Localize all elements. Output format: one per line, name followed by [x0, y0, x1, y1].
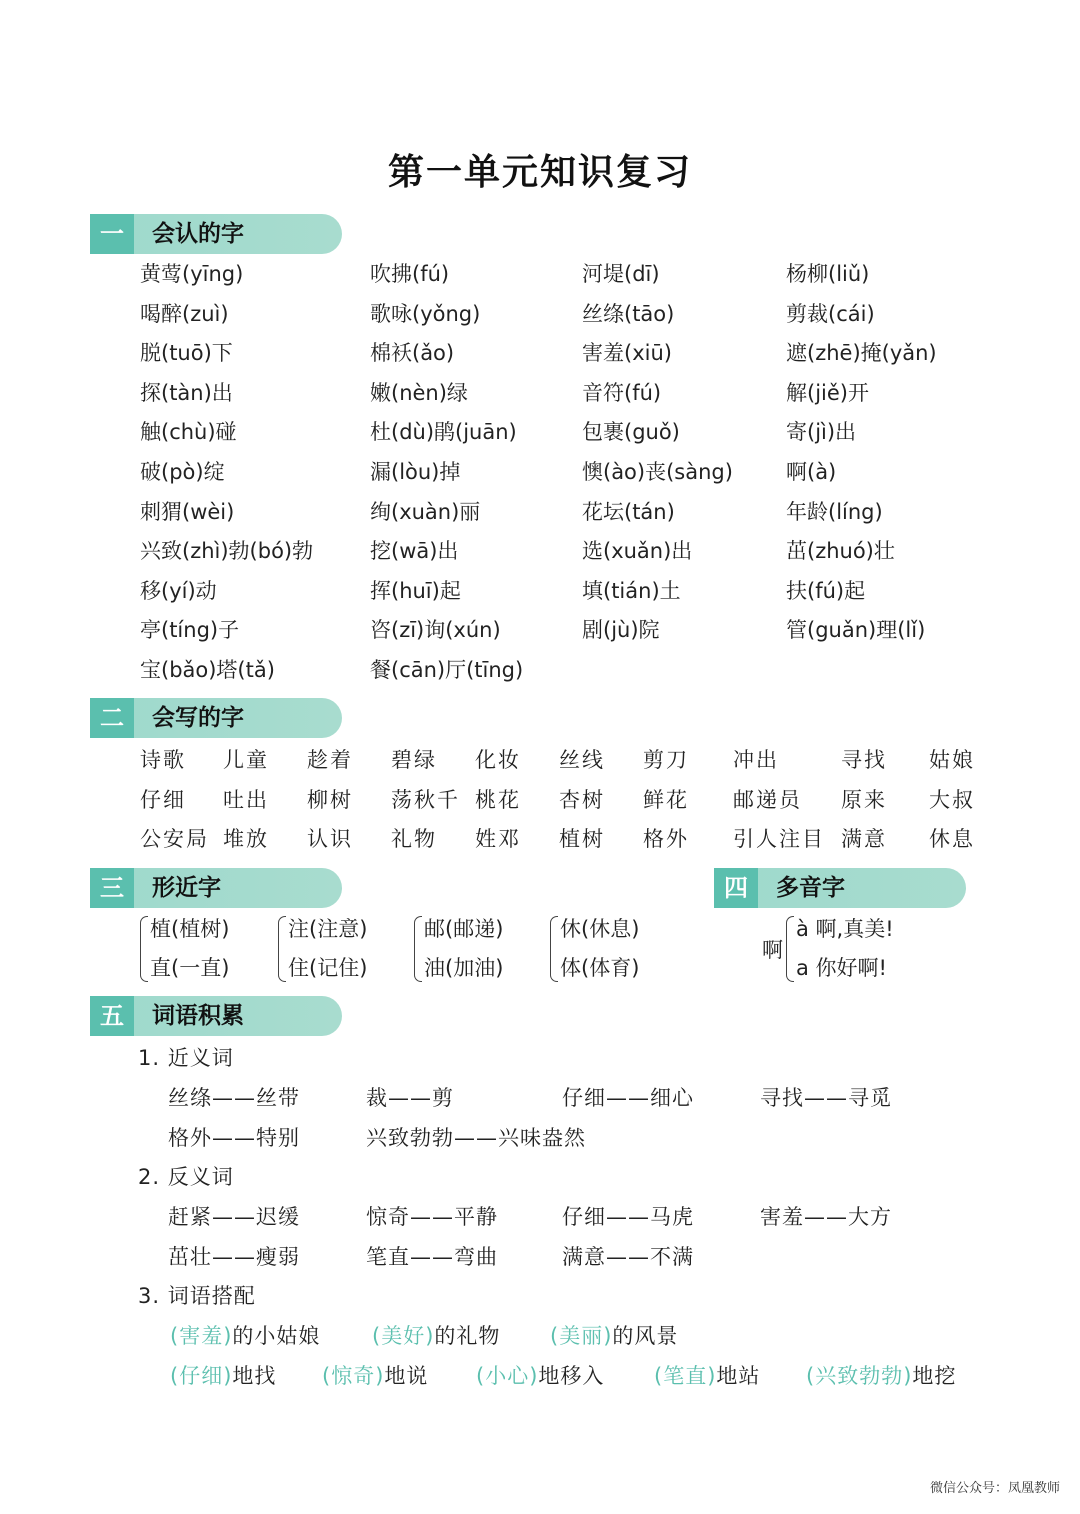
recognize-item: 寄(jì)出	[786, 420, 857, 445]
synonym-item: 寻找——寻觅	[760, 1086, 892, 1110]
write-item: 丝线	[559, 748, 605, 772]
write-item: 大叔	[929, 787, 975, 812]
similar-item: 邮(邮递)	[424, 917, 504, 941]
recognize-item: 剪裁(cái)	[786, 301, 875, 326]
write-item: 杏树	[559, 787, 605, 812]
recognize-item: 音符(fú)	[582, 380, 662, 405]
similar-item: 休(休息)	[560, 917, 640, 941]
section-label: 形近字	[152, 875, 221, 901]
write-item: 荡秋千	[391, 787, 460, 812]
collocation-item: (美好)的礼物	[372, 1324, 501, 1348]
collocation-item: (仔细)地找	[170, 1364, 277, 1388]
recognize-item: 挥(huī)起	[370, 578, 461, 603]
write-item: 礼物	[391, 827, 437, 851]
recognize-item: 害羞(xiū)	[582, 341, 672, 366]
section-label: 会认的字	[152, 221, 244, 247]
footer-credit: 微信公众号：凤凰教师	[929, 1481, 1060, 1496]
section-label: 多音字	[776, 875, 845, 901]
antonym-title: 2. 反义词	[138, 1165, 234, 1189]
section-header-write	[90, 698, 342, 738]
section-number: 五	[90, 996, 134, 1036]
recognize-item: 遮(zhē)掩(yǎn)	[786, 341, 937, 366]
similar-group-4	[550, 910, 639, 988]
recognize-item: 喝醉(zuì)	[140, 301, 229, 326]
antonym-item: 赶紧——迟缓	[168, 1205, 300, 1229]
recognize-item: 选(xuǎn)出	[582, 539, 693, 564]
write-item: 仔细	[140, 787, 186, 812]
recognize-item: 啊(à)	[786, 460, 837, 484]
recognize-item: 扶(fú)起	[786, 578, 866, 603]
write-item: 吐出	[223, 787, 269, 812]
recognize-item: 脱(tuō)下	[140, 341, 233, 366]
recognize-item: 兴致(zhì)勃(bó)勃	[140, 539, 314, 564]
antonym-item: 仔细——马虎	[562, 1205, 694, 1229]
similar-item: 住(记住)	[288, 956, 368, 980]
similar-group-3	[414, 910, 503, 988]
write-item: 植树	[559, 827, 605, 851]
collocation-item: (小心)地移入	[476, 1364, 605, 1388]
recognize-item: 亭(tíng)子	[140, 618, 240, 643]
recognize-item: 河堤(dī)	[582, 262, 660, 286]
write-item: 寻找	[841, 748, 887, 772]
recognize-item: 破(pò)绽	[140, 460, 225, 484]
recognize-item: 丝绦(tāo)	[582, 301, 675, 326]
section-number: 一	[90, 214, 134, 254]
collocation-title: 3. 词语搭配	[138, 1284, 256, 1308]
synonym-item: 裁——剪	[366, 1086, 454, 1110]
similar-item: 注(注意)	[288, 917, 368, 941]
write-item: 休息	[929, 827, 975, 851]
synonym-item: 格外——特别	[168, 1126, 300, 1150]
write-item: 化妆	[475, 748, 521, 772]
recognize-item: 歌咏(yǒng)	[370, 301, 481, 326]
recognize-item: 懊(ào)丧(sàng)	[582, 460, 733, 484]
recognize-item: 吹拂(fú)	[370, 262, 450, 286]
recognize-item: 杨柳(liǔ)	[786, 262, 870, 286]
recognize-item: 移(yí)动	[140, 578, 217, 603]
write-item: 诗歌	[140, 748, 186, 772]
recognize-item: 杜(dù)鹃(juān)	[370, 420, 517, 445]
section-header-similar	[90, 868, 342, 908]
collocation-item: (美丽)的风景	[550, 1324, 679, 1348]
antonym-item: 满意——不满	[562, 1245, 694, 1269]
antonym-item: 惊奇——平静	[366, 1205, 498, 1229]
synonym-item: 仔细——细心	[562, 1086, 694, 1110]
similar-group-2	[278, 910, 367, 988]
antonym-item: 笔直——弯曲	[366, 1245, 498, 1269]
write-item: 格外	[643, 827, 689, 851]
write-item: 姑娘	[929, 748, 975, 772]
synonym-title: 1. 近义词	[138, 1046, 234, 1070]
write-item: 公安局	[140, 827, 209, 851]
write-item: 认识	[307, 827, 353, 851]
write-item: 桃花	[475, 787, 521, 812]
polyphone-line: à 啊,真美!	[796, 917, 894, 941]
recognize-item: 刺猬(wèi)	[140, 499, 235, 524]
recognize-item: 宝(bǎo)塔(tǎ)	[140, 658, 275, 682]
write-item: 满意	[841, 827, 887, 851]
recognize-item: 漏(lòu)掉	[370, 460, 461, 484]
recognize-item: 咨(zī)询(xún)	[370, 618, 501, 643]
polyphone-group	[786, 910, 894, 988]
polyphone-char: 啊	[762, 938, 783, 962]
recognize-item: 绚(xuàn)丽	[370, 499, 481, 524]
write-item: 堆放	[223, 827, 269, 851]
section-header-recognize	[90, 214, 342, 254]
recognize-item: 黄莺(yīng)	[140, 262, 244, 286]
section-header-polyphone	[714, 868, 966, 908]
collocation-item: (害羞)的小姑娘	[170, 1324, 321, 1348]
antonym-item: 茁壮——瘦弱	[168, 1245, 300, 1269]
similar-group-1	[140, 910, 229, 988]
similar-item: 油(加油)	[424, 956, 504, 980]
section-header-vocab	[90, 996, 342, 1036]
recognize-item: 挖(wā)出	[370, 539, 459, 564]
section-label: 会写的字	[152, 705, 244, 731]
write-item: 鲜花	[643, 787, 689, 812]
collocation-item: (惊奇)地说	[322, 1364, 429, 1388]
polyphone-line: a 你好啊!	[796, 956, 887, 980]
similar-item: 直(一直)	[150, 956, 230, 980]
synonym-item: 兴致勃勃——兴味盎然	[366, 1126, 586, 1150]
synonym-item: 丝绦——丝带	[168, 1086, 300, 1110]
section-label: 词语积累	[152, 1003, 244, 1029]
collocation-item: (兴致勃勃)地挖	[806, 1364, 957, 1388]
write-item: 引人注目	[733, 827, 825, 851]
page-title: 第一单元知识复习	[387, 152, 692, 193]
write-item: 碧绿	[391, 748, 437, 772]
recognize-item: 花坛(tán)	[582, 499, 675, 524]
section-number: 三	[90, 868, 134, 908]
write-item: 儿童	[223, 748, 269, 772]
write-item: 邮递员	[733, 787, 802, 812]
antonym-item: 害羞——大方	[760, 1205, 892, 1229]
recognize-item: 餐(cān)厅(tīng)	[370, 658, 524, 682]
recognize-item: 包裹(guǒ)	[582, 420, 680, 445]
recognize-item: 探(tàn)出	[140, 380, 233, 405]
write-item: 冲出	[733, 748, 779, 772]
recognize-item: 触(chù)碰	[140, 420, 237, 445]
similar-item: 植(植树)	[150, 917, 230, 941]
recognize-item: 剧(jù)院	[582, 618, 660, 643]
recognize-item: 解(jiě)开	[786, 380, 869, 405]
write-item: 柳树	[307, 787, 353, 812]
write-item: 趁着	[307, 748, 353, 772]
recognize-item: 管(guǎn)理(lǐ)	[786, 618, 926, 643]
recognize-item: 填(tián)土	[582, 578, 681, 603]
section-number: 二	[90, 698, 134, 738]
collocation-item: (笔直)地站	[654, 1364, 761, 1388]
write-item: 剪刀	[643, 748, 689, 772]
write-item: 姓邓	[475, 827, 521, 851]
write-item: 原来	[841, 787, 887, 812]
recognize-item: 棉袄(ǎo)	[370, 341, 455, 366]
recognize-item: 年龄(líng)	[786, 499, 883, 524]
recognize-item: 嫩(nèn)绿	[370, 380, 468, 405]
recognize-item: 茁(zhuó)壮	[786, 539, 895, 564]
section-number: 四	[714, 868, 758, 908]
similar-item: 体(体育)	[560, 956, 640, 980]
